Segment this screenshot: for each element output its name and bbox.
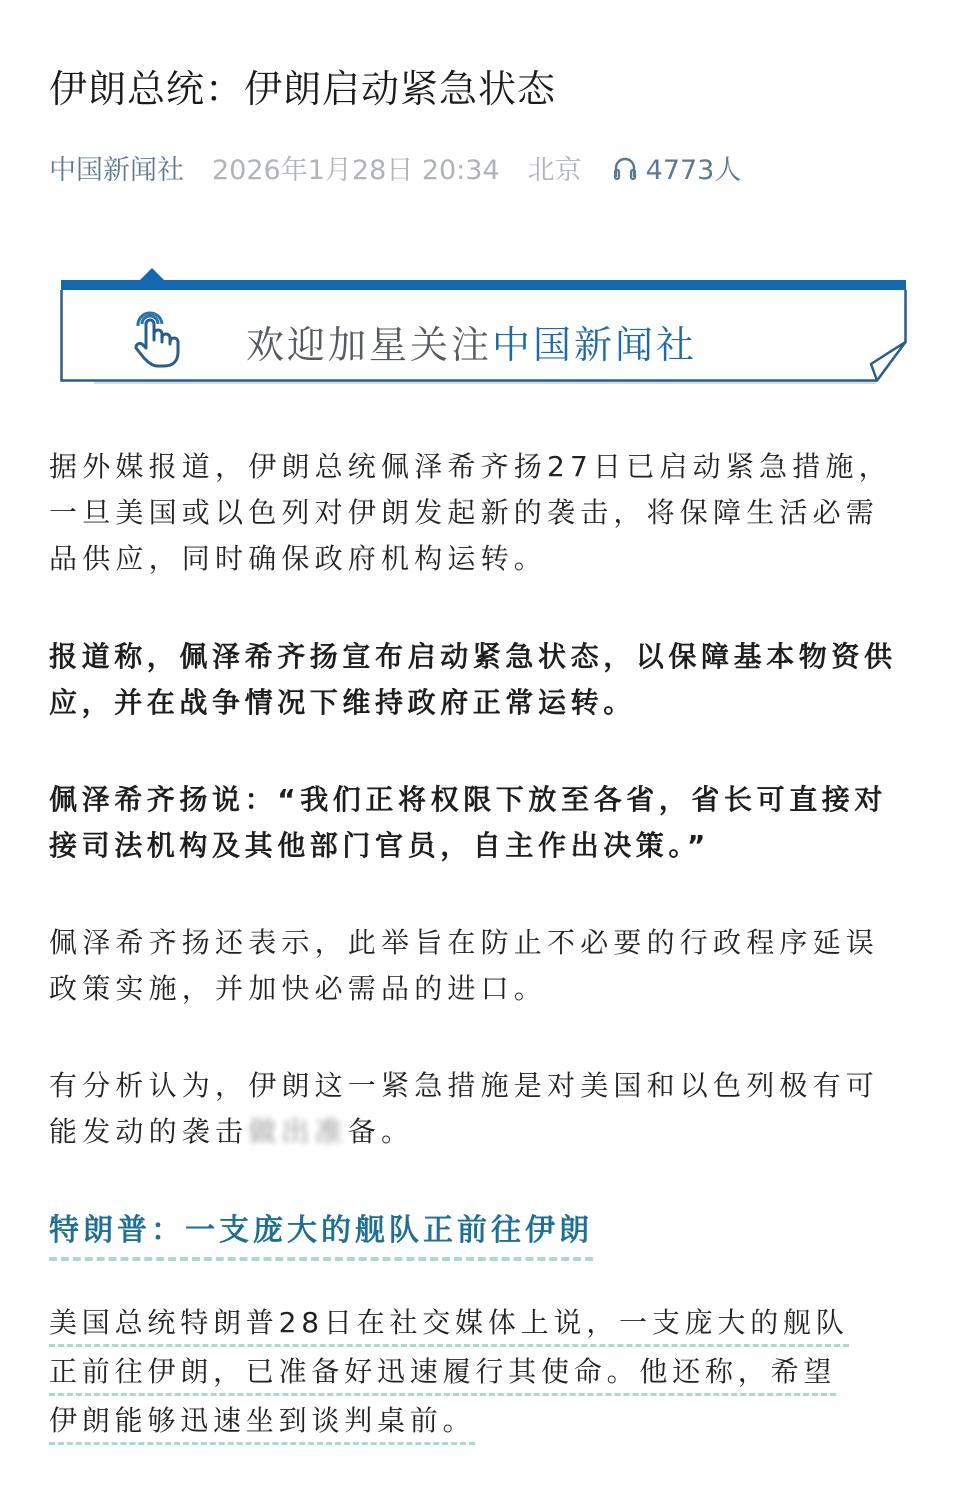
banner-text: 欢迎加星关注中国新闻社 xyxy=(246,323,698,367)
underlined-line: 美国总统特朗普28日在社交媒体上说，一支庞大的舰队 xyxy=(49,1302,849,1347)
section-heading: 特朗普：一支庞大的舰队正前往伊朗 xyxy=(49,1205,593,1261)
paragraph-4: 佩泽希齐扬还表示，此举旨在防止不必要的行政程序延误政策实施，并加快必需品的进口。 xyxy=(49,926,880,1005)
section-paragraph xyxy=(49,1302,911,1449)
paragraph-2: 报道称，佩泽希齐扬宣布启动紧急状态，以保障基本物资供应，并在战争情况下维持政府正常运转。 xyxy=(49,640,897,719)
paragraph-5: 有分析认为，伊朗这一紧急措施是对美国和以色列极有可能发动的袭击做出准备。 xyxy=(49,1069,880,1148)
paragraph-1: 据外媒报道，伊朗总统佩泽希齐扬27日已启动紧急措施，一旦美国或以色列对伊朗发起新的袭击，将保障生活必需品供应，同时确保政府机构运转。 xyxy=(49,450,892,575)
publish-datetime: 2026年1月28日 20:34 xyxy=(212,155,500,186)
underlined-line: 伊朗能够迅速坐到谈判桌前。 xyxy=(49,1400,475,1445)
article-meta xyxy=(49,148,741,187)
hand-pointer-icon xyxy=(130,308,186,370)
follow-banner[interactable] xyxy=(60,266,908,390)
headphones-icon xyxy=(612,154,638,182)
underlined-line: 正前往伊朗，已准备好迅速履行其使命。他还称，希望 xyxy=(49,1351,836,1396)
paragraph-3: 佩泽希齐扬说：“我们正将权限下放至各省，省长可直接对接司法机构及其他部门官员，自主作出决策。” xyxy=(49,783,888,862)
blurred-text: 做出准 xyxy=(248,1115,348,1148)
article-title: 伊朗总统：伊朗启动紧急状态 xyxy=(49,67,557,111)
listen-count[interactable] xyxy=(612,148,742,187)
source-link[interactable]: 中国新闻社 xyxy=(49,155,184,186)
banner-brand: 中国新闻社 xyxy=(492,323,698,367)
listen-count-value: 4773人 xyxy=(645,155,742,186)
publish-location: 北京 xyxy=(527,155,582,186)
